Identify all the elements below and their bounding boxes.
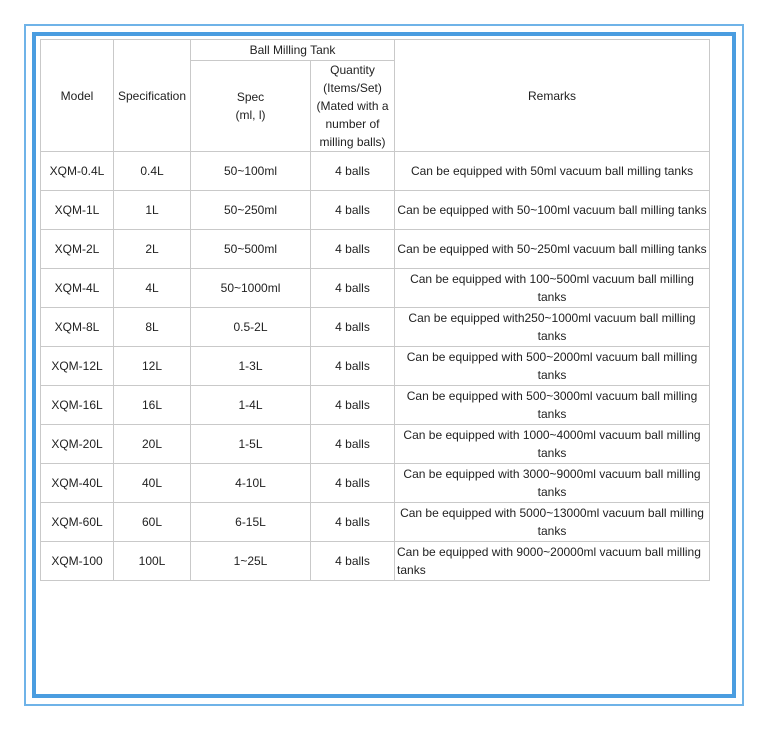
cell-specification: 2L <box>114 230 191 269</box>
cell-remarks: Can be equipped with 50ml vacuum ball milling tanks <box>395 152 710 191</box>
cell-spec: 50~100ml <box>191 152 311 191</box>
cell-remarks: Can be equipped with 100~500ml vacuum ball milling tanks <box>395 269 710 308</box>
cell-quantity: 4 balls <box>311 464 395 503</box>
cell-quantity: 4 balls <box>311 503 395 542</box>
table-row <box>41 425 710 464</box>
cell-model: XQM-100 <box>41 542 114 581</box>
cell-quantity: 4 balls <box>311 308 395 347</box>
cell-specification: 20L <box>114 425 191 464</box>
header-quantity-line5: milling balls) <box>319 135 386 149</box>
cell-remarks: Can be equipped with 5000~13000ml vacuum ball milling tanks <box>395 503 710 542</box>
cell-quantity: 4 balls <box>311 269 395 308</box>
cell-model: XQM-16L <box>41 386 114 425</box>
table-row <box>41 464 710 503</box>
cell-quantity: 4 balls <box>311 425 395 464</box>
cell-specification: 100L <box>114 542 191 581</box>
header-quantity-line4: number of <box>325 117 380 131</box>
table-row <box>41 386 710 425</box>
cell-model: XQM-2L <box>41 230 114 269</box>
header-quantity <box>311 61 395 152</box>
product-spec-table <box>40 39 710 581</box>
cell-model: XQM-8L <box>41 308 114 347</box>
cell-remarks: Can be equipped with 50~250ml vacuum ball milling tanks <box>395 230 710 269</box>
header-ball-milling-tank: Ball Milling Tank <box>191 40 395 61</box>
cell-quantity: 4 balls <box>311 347 395 386</box>
header-spec-line2: (ml, l) <box>235 108 266 122</box>
header-spec <box>191 61 311 152</box>
cell-specification: 60L <box>114 503 191 542</box>
header-quantity-line3: (Mated with a <box>316 99 389 113</box>
cell-specification: 40L <box>114 464 191 503</box>
cell-model: XQM-40L <box>41 464 114 503</box>
table-row <box>41 152 710 191</box>
cell-remarks: Can be equipped with250~1000ml vacuum ball milling tanks <box>395 308 710 347</box>
cell-spec: 1~25L <box>191 542 311 581</box>
cell-remarks: Can be equipped with 500~3000ml vacuum ball milling tanks <box>395 386 710 425</box>
table-row <box>41 191 710 230</box>
cell-spec: 6-15L <box>191 503 311 542</box>
cell-quantity: 4 balls <box>311 542 395 581</box>
table-row <box>41 269 710 308</box>
table-row <box>41 347 710 386</box>
cell-spec: 50~250ml <box>191 191 311 230</box>
cell-spec: 1-3L <box>191 347 311 386</box>
cell-remarks: Can be equipped with 50~100ml vacuum ball milling tanks <box>395 191 710 230</box>
cell-remarks: Can be equipped with 1000~4000ml vacuum ball milling tanks <box>395 425 710 464</box>
cell-quantity: 4 balls <box>311 386 395 425</box>
cell-specification: 4L <box>114 269 191 308</box>
table-row <box>41 503 710 542</box>
cell-quantity: 4 balls <box>311 152 395 191</box>
cell-model: XQM-1L <box>41 191 114 230</box>
cell-remarks: Can be equipped with 9000~20000ml vacuum ball milling tanks <box>395 542 710 581</box>
cell-spec: 50~1000ml <box>191 269 311 308</box>
cell-specification: 0.4L <box>114 152 191 191</box>
table-row <box>41 542 710 581</box>
cell-spec: 1-5L <box>191 425 311 464</box>
header-quantity-line2: (Items/Set) <box>323 81 382 95</box>
cell-quantity: 4 balls <box>311 230 395 269</box>
header-remarks: Remarks <box>395 40 710 152</box>
cell-model: XQM-4L <box>41 269 114 308</box>
cell-spec: 4-10L <box>191 464 311 503</box>
cell-quantity: 4 balls <box>311 191 395 230</box>
cell-model: XQM-12L <box>41 347 114 386</box>
header-specification: Specification <box>114 40 191 152</box>
cell-specification: 8L <box>114 308 191 347</box>
cell-specification: 16L <box>114 386 191 425</box>
cell-spec: 1-4L <box>191 386 311 425</box>
cell-remarks: Can be equipped with 500~2000ml vacuum ball milling tanks <box>395 347 710 386</box>
cell-specification: 12L <box>114 347 191 386</box>
cell-spec: 50~500ml <box>191 230 311 269</box>
cell-spec: 0.5-2L <box>191 308 311 347</box>
cell-model: XQM-20L <box>41 425 114 464</box>
cell-model: XQM-60L <box>41 503 114 542</box>
cell-model: XQM-0.4L <box>41 152 114 191</box>
header-quantity-line1: Quantity <box>330 63 375 77</box>
cell-remarks: Can be equipped with 3000~9000ml vacuum ball milling tanks <box>395 464 710 503</box>
table-row <box>41 308 710 347</box>
cell-specification: 1L <box>114 191 191 230</box>
header-spec-line1: Spec <box>236 90 265 104</box>
table-row <box>41 230 710 269</box>
header-model: Model <box>41 40 114 152</box>
